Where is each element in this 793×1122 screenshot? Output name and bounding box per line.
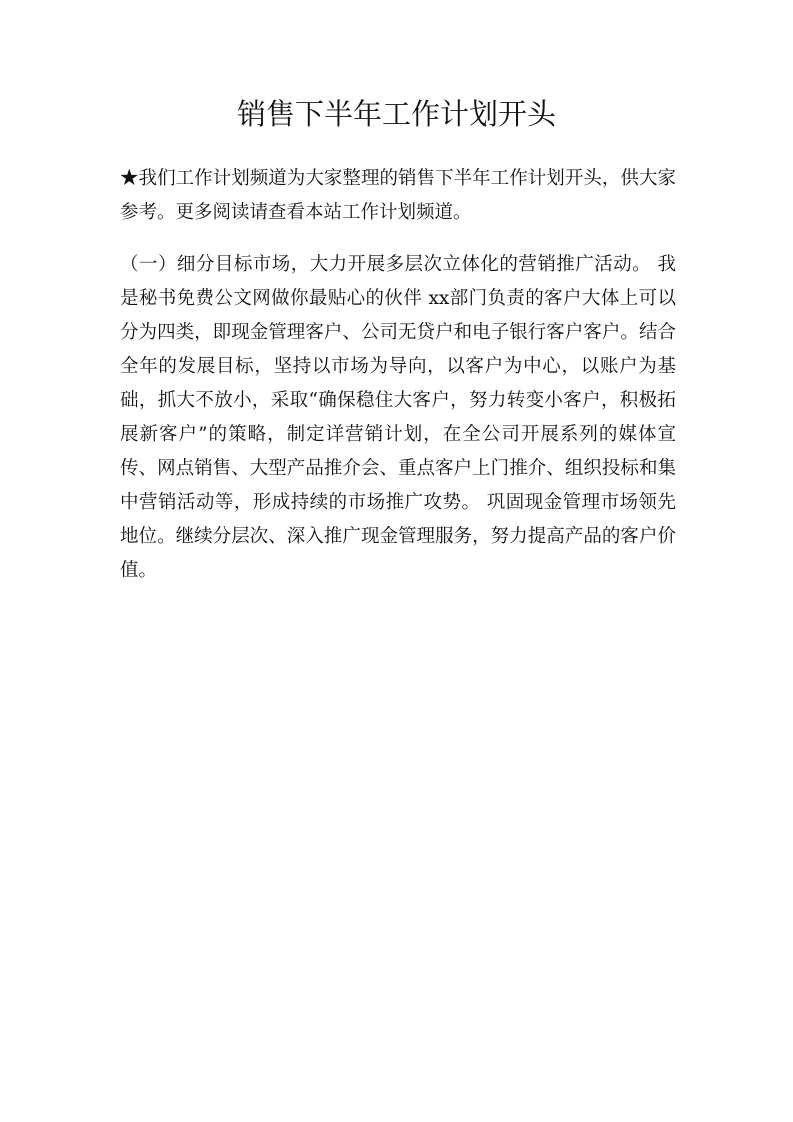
intro-paragraph: ★我们工作计划频道为大家整理的销售下半年工作计划开头，供大家参考。更多阅读请查看本站工作计划频道。 (120, 168, 676, 223)
body-paragraph: （一）细分目标市场，大力开展多层次立体化的营销推广活动。 我是秘书免费公文网做你最贴心的伙伴 xx部门负责的客户大体上可以分为四类，即现金管理客户、公司无贷户和电子银行客户客户。结合全年的发展目标，坚持以市场为导向，以客户为中心，以账户为基础，抓大不放小，采取“确保稳住大客户，努力转变小客户，积极拓展新客户”的策略，制定详营销计划，在全公司开展系列的媒体宣传、网点销售、大型产品推介会、重点客户上门推介、组织投标和集中营销活动等，形成持续的市场推广攻势。 巩固现金管理市场领先地位。继续分层次、深入推广现金管理服务，努力提高产品的客户价值。 (120, 254, 676, 581)
document-title: 销售下半年工作计划开头 (236, 97, 556, 131)
